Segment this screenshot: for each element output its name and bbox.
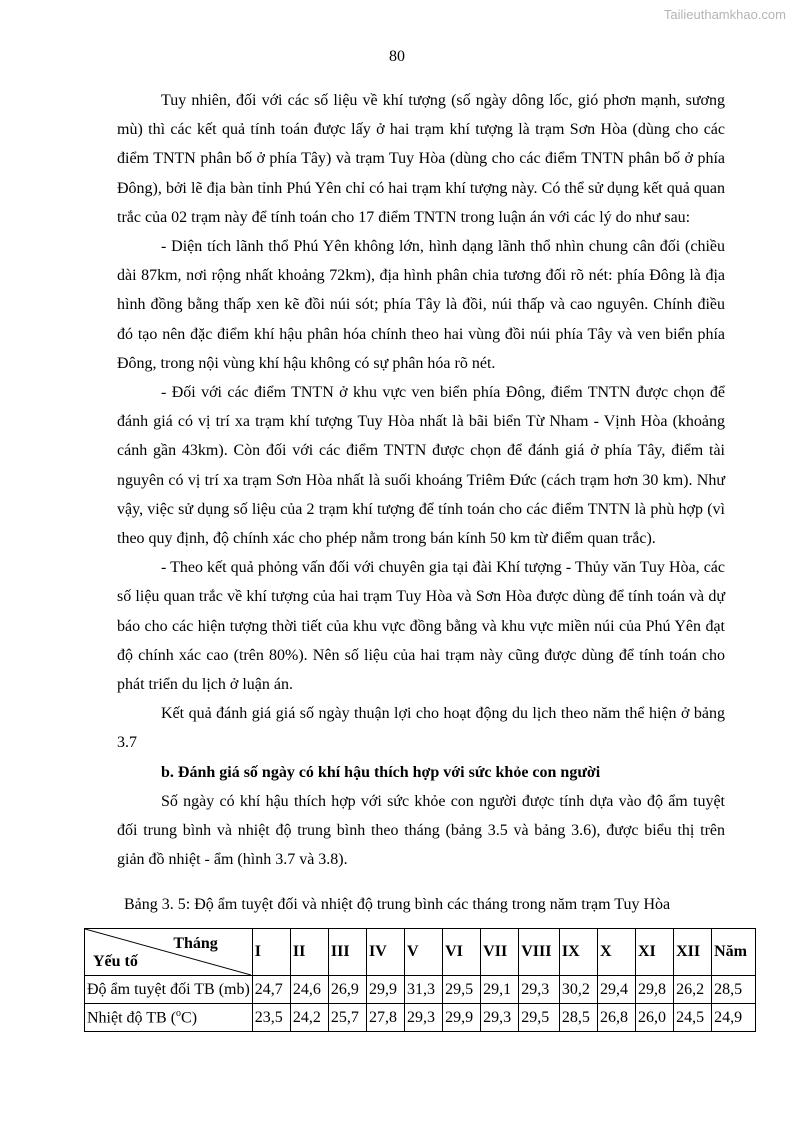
table-cell: 24,5 (674, 1004, 712, 1032)
row-label-prefix: Nhiệt độ TB ( (87, 1009, 177, 1027)
table-cell: 24,2 (290, 1004, 328, 1032)
table-cell: 29,9 (443, 1004, 481, 1032)
table-cell: 26,8 (597, 1004, 635, 1032)
table-cell: 29,9 (366, 976, 404, 1004)
table-cell: 26,9 (328, 976, 366, 1004)
table-cell: 28,5 (712, 976, 756, 1004)
column-header: Năm (712, 929, 756, 976)
column-header: VI (443, 929, 481, 976)
column-header: III (328, 929, 366, 976)
corner-row-label: Yếu tố (93, 953, 138, 970)
table-cell: 29,3 (481, 1004, 519, 1032)
degree-superscript: o (176, 1007, 182, 1019)
page-number: 80 (389, 48, 405, 65)
table-header-row (85, 929, 756, 976)
table-cell: 26,0 (636, 1004, 674, 1032)
table-cell: 31,3 (405, 976, 443, 1004)
column-header: II (290, 929, 328, 976)
table-cell: 26,2 (674, 976, 712, 1004)
paragraph-2: - Diện tích lãnh thổ Phú Yên không lớn, hình dạng lãnh thổ nhìn chung cân đối (chiều dài 87km, nơi rộng nhất khoảng 72km), địa hình phân chia tương đối rõ nét: phía Đông là địa hình đồng bằng thấp xen kẽ đồi núi sót; phía Tây là đồi, núi thấp và cao nguyên. Chính điều đó tạo nên đặc điểm khí hậu phân hóa chính theo hai vùng đồi núi phía Tây và ven biển phía Đông, trong nội vùng khí hậu không có sự phân hóa rõ nét. (117, 238, 725, 372)
paragraph-5: Kết quả đánh giá giá số ngày thuận lợi cho hoạt động du lịch theo năm thể hiện ở bảng 3.7 (117, 705, 725, 752)
table-cell: 23,5 (252, 1004, 290, 1032)
document-body (117, 86, 725, 874)
row-label: Độ ẩm tuyệt đối TB (mb) (85, 976, 253, 1004)
column-header: X (597, 929, 635, 976)
table-cell: 29,1 (481, 976, 519, 1004)
watermark: Tailieuthamkhao.com (663, 7, 786, 22)
column-header: IV (366, 929, 404, 976)
section-heading: b. Đánh giá số ngày có khí hậu thích hợp với sức khỏe con người (161, 763, 601, 781)
table-cell: 28,5 (559, 1004, 597, 1032)
row-label-suffix: C) (181, 1009, 198, 1027)
paragraph-4: - Theo kết quả phỏng vấn đối với chuyên gia tại đài Khí tượng - Thủy văn Tuy Hòa, các số liệu quan trắc về khí tượng của hai trạm Tuy Hòa và Sơn Hòa được dùng để tính toán và dự báo cho các hiện tượng thời tiết của khu vực đồng bằng và khu vực miền núi của Phú Yên đạt độ chính xác cao (trên 80%). Nên số liệu của hai trạm này cũng được dùng để tính toán cho phát triển du lịch ở luận án. (117, 559, 725, 694)
column-header: VII (481, 929, 519, 976)
table-row (85, 1004, 756, 1032)
table-cell: 27,8 (366, 1004, 404, 1032)
table-caption: Bảng 3. 5: Độ ẩm tuyệt đối và nhiệt độ trung bình các tháng trong năm trạm Tuy Hòa (124, 896, 671, 913)
table-cell: 24,9 (712, 1004, 756, 1032)
table-cell: 29,3 (405, 1004, 443, 1032)
table-cell: 24,7 (252, 976, 290, 1004)
column-header: XI (636, 929, 674, 976)
paragraph-6: Số ngày có khí hậu thích hợp với sức khỏe con người được tính dựa vào độ ẩm tuyệt đối trung bình và nhiệt độ trung bình theo tháng (bảng 3.5 và bảng 3.6), được biểu thị trên giản đồ nhiệt - ẩm (hình 3.7 và 3.8). (117, 792, 725, 869)
column-header: VIII (519, 929, 560, 976)
column-header: IX (559, 929, 597, 976)
paragraph-1: Tuy nhiên, đối với các số liệu về khí tượng (số ngày dông lốc, gió phơn mạnh, sương mù) thì các kết quả tính toán được lấy ở hai trạm khí tượng là trạm Sơn Hòa (dùng cho các điểm TNTN phân bố ở phía Tây) và trạm Tuy Hòa (dùng cho các điểm TNTN phân bố ở phía Đông), bởi lẽ địa bàn tỉnh Phú Yên chỉ có hai trạm khí tượng này. Có thể sử dụng kết quả quan trắc của 02 trạm này để tính toán cho 17 điểm TNTN trong luận án với các lý do như sau: (117, 92, 725, 226)
table-cell: 29,5 (519, 1004, 560, 1032)
table-corner-cell (85, 929, 253, 976)
row-label (85, 1004, 253, 1032)
column-header: V (405, 929, 443, 976)
paragraph-3: - Đối với các điểm TNTN ở khu vực ven biển phía Đông, điểm TNTN được chọn để đánh giá có vị trí xa trạm khí tượng Tuy Hòa nhất là bãi biển Từ Nham - Vịnh Hòa (khoảng cánh gần 43km). Còn đối với các điểm TNTN được chọn để đánh giá ở phía Tây, điểm tài nguyên có vị trí xa trạm Sơn Hòa nhất là suối khoáng Triêm Đức (cách trạm hơn 30 km). Như vậy, việc sử dụng số liệu của 2 trạm khí tượng để tính toán cho các điểm TNTN là phù hợp (vì theo quy định, độ chính xác cho phép nằm trong bán kính 50 km từ điểm quan trắc). (117, 384, 725, 548)
column-header: XII (674, 929, 712, 976)
table-row (85, 976, 756, 1004)
data-table (84, 928, 756, 1032)
column-header: I (252, 929, 290, 976)
table-cell: 29,5 (443, 976, 481, 1004)
table-cell: 29,8 (636, 976, 674, 1004)
table-cell: 29,3 (519, 976, 560, 1004)
table-cell: 29,4 (597, 976, 635, 1004)
table-cell: 24,6 (290, 976, 328, 1004)
table-cell: 30,2 (559, 976, 597, 1004)
table-cell: 25,7 (328, 1004, 366, 1032)
corner-column-label: Tháng (173, 935, 218, 952)
